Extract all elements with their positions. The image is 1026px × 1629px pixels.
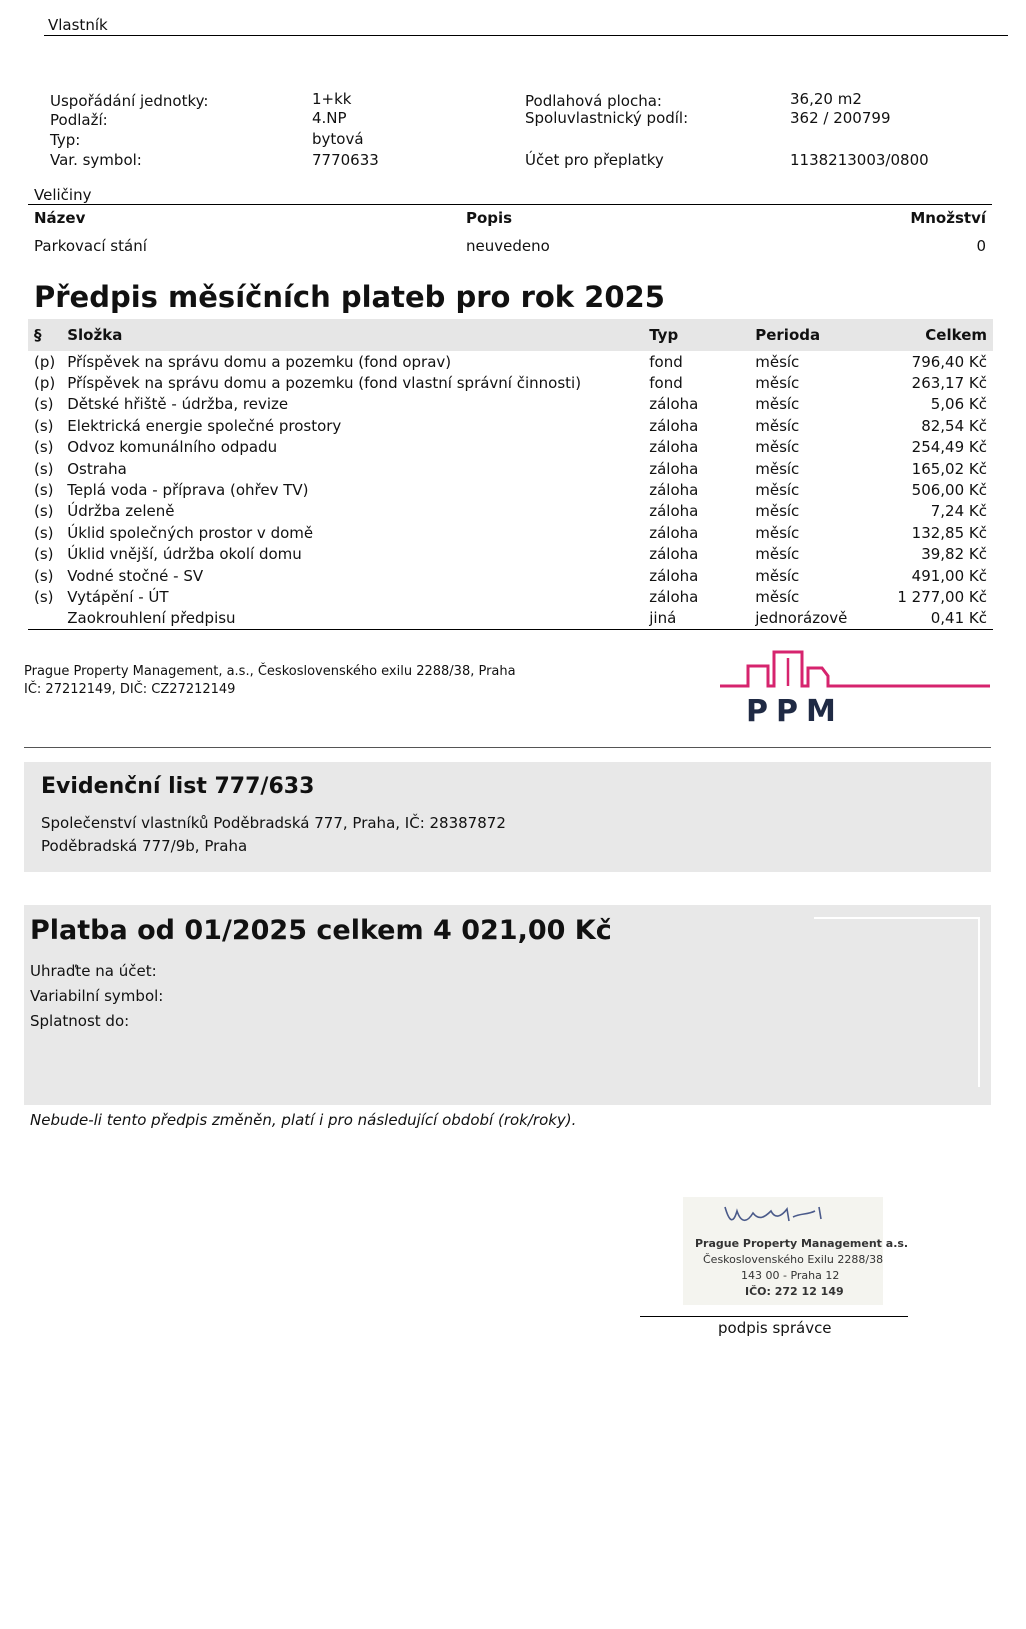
floor-label: Podlaží: [50,111,108,129]
payment-period: měsíc [755,523,800,542]
quantities-table [28,205,992,261]
payment-sec: (p) [34,352,56,371]
payment-item: Teplá voda - příprava (ohřev TV) [67,481,309,500]
table-row [28,231,992,261]
payment-type: záloha [649,459,699,478]
payment-type: fond [649,352,683,371]
payment-total: 39,82 Kč [921,545,987,564]
col-type-header: Typ [649,326,679,344]
payment-item: Elektrická energie společné prostory [67,416,342,435]
payment-item: Ostraha [67,459,127,478]
payment-sec: (s) [34,587,54,606]
payment-type: záloha [649,481,699,500]
payment-type: záloha [649,566,699,585]
qr-placeholder [814,917,980,1087]
payment-box [24,905,991,1105]
evidence-line1: Společenství vlastníků Poděbradská 777, Praha, IČ: 28387872 [41,814,506,832]
payment-period: měsíc [755,395,800,414]
varsym-value: 7770633 [312,151,379,169]
payment-item: Dětské hřiště - údržba, revize [67,395,289,414]
validity-note: Nebude-li tento předpis změněn, platí i pro následující období (rok/roky). [30,1111,577,1129]
payments-title: Předpis měsíčních plateb pro rok 2025 [34,280,665,314]
payment-item: Vytápění - ÚT [67,587,169,606]
col-qty-header: Množství [910,209,986,227]
payment-type: záloha [649,416,699,435]
signature-label: podpis správce [718,1319,832,1337]
overpay-label: Účet pro přeplatky [525,151,664,169]
payment-sec [28,608,61,630]
payment-period: měsíc [755,502,800,521]
quantities-header-row [28,205,992,231]
company-ids: IČ: 27212149, DIČ: CZ27212149 [24,682,236,697]
company-address: Prague Property Management, a.s., Československého exilu 2288/38, Praha [24,664,516,679]
payment-item: Odvoz komunálního odpadu [67,438,278,457]
payment-period: měsíc [755,374,800,393]
payment-sec: (s) [34,395,54,414]
payment-type: fond [649,374,683,393]
quantity-desc: neuvedeno [466,237,550,255]
payment-total: 796,40 Kč [911,352,987,371]
table-row [28,586,993,607]
signature-line [640,1316,908,1317]
payment-total: 82,54 Kč [921,416,987,435]
account-label: Uhraďte na účet: [30,962,157,980]
payment-total: 132,85 Kč [911,523,987,542]
payment-period: měsíc [755,438,800,457]
table-row [28,565,993,586]
payment-period: měsíc [755,545,800,564]
payment-period: jednorázově [749,608,883,630]
area-value: 36,20 m2 [790,90,862,108]
payment-period: měsíc [755,352,800,371]
payment-total: 165,02 Kč [911,459,987,478]
payment-total: 1 277,00 Kč [897,587,987,606]
payment-item: Údržba zeleně [67,502,175,521]
varsym-label: Var. symbol: [50,151,142,169]
payment-sec: (s) [34,523,54,542]
col-item-header: Složka [67,326,123,344]
payment-total: 5,06 Kč [930,395,987,414]
signature-scribble-icon [723,1203,833,1229]
table-row [28,608,993,630]
payment-item: Úklid společných prostor v domě [67,523,314,542]
payments-header-row [28,319,993,351]
table-row [28,501,993,522]
owner-divider [44,35,1008,36]
ppm-logo [720,648,990,730]
payment-type: záloha [649,545,699,564]
table-row [28,544,993,565]
payments-table [28,319,993,630]
ppm-logo-text: PPM [746,694,844,729]
col-period-header: Perioda [755,326,821,344]
payment-sec: (s) [34,459,54,478]
payment-type: záloha [649,438,699,457]
evidence-title: Evidenční list 777/633 [41,774,315,799]
payment-type: záloha [649,587,699,606]
stamp-line2: Československého Exilu 2288/38 [703,1253,884,1266]
company-stamp [683,1197,909,1305]
evidence-line2: Poděbradská 777/9b, Praha [41,837,248,855]
payment-period: měsíc [755,481,800,500]
table-row [28,372,993,393]
payment-period: měsíc [755,416,800,435]
stamp-line4: IČO: 272 12 149 [745,1285,844,1298]
payment-total: 7,24 Kč [930,502,987,521]
col-desc-header: Popis [466,209,513,227]
payment-item: Příspěvek na správu domu a pozemku (fond oprav) [67,352,452,371]
layout-value: 1+kk [312,90,352,108]
quantity-value: 0 [976,237,986,255]
payment-period: měsíc [755,566,800,585]
payment-item: Příspěvek na správu domu a pozemku (fond vlastní správní činnosti) [67,374,582,393]
payment-type: záloha [649,395,699,414]
payment-type: záloha [649,502,699,521]
payment-sec: (s) [34,545,54,564]
table-row [28,479,993,500]
due-label: Splatnost do: [30,1012,130,1030]
stamp-line1: Prague Property Management a.s. [695,1237,909,1250]
owner-label: Vlastník [48,16,108,34]
type-label: Typ: [50,131,81,149]
payment-title: Platba od 01/2025 celkem 4 021,00 Kč [30,915,612,946]
col-total-header: Celkem [925,326,987,344]
table-row [28,351,993,372]
payment-sec: (s) [34,502,54,521]
quantity-name: Parkovací stání [34,237,147,255]
payment-total: 254,49 Kč [911,438,987,457]
payment-type: jiná [643,608,749,630]
payment-period: měsíc [755,587,800,606]
share-value: 362 / 200799 [790,109,891,127]
company-info [24,663,516,699]
quantities-label: Veličiny [34,186,92,204]
payment-item: Úklid vnější, údržba okolí domu [67,545,302,564]
evidence-box [24,762,991,872]
payment-total: 491,00 Kč [911,566,987,585]
floor-value: 4.NP [312,109,347,127]
payment-period: měsíc [755,459,800,478]
payment-type: záloha [649,523,699,542]
payment-sec: (s) [34,566,54,585]
share-label: Spoluvlastnický podíl: [525,109,689,127]
table-row [28,437,993,458]
payment-total: 506,00 Kč [911,481,987,500]
table-row [28,522,993,543]
payment-sec: (s) [34,481,54,500]
overpay-value: 1138213003/0800 [790,151,929,169]
table-row [28,394,993,415]
stamp-line3: 143 00 - Praha 12 [741,1269,840,1282]
payment-total: 263,17 Kč [911,374,987,393]
payment-sec: (p) [34,374,56,393]
table-row [28,458,993,479]
col-sec-header: § [34,326,42,344]
varsym-pay-label: Variabilní symbol: [30,987,164,1005]
payment-total: 0,41 Kč [883,608,993,630]
type-value: bytová [312,130,364,148]
layout-label: Uspořádání jednotky: [50,92,209,110]
payment-item: Zaokrouhlení předpisu [61,608,643,630]
col-name-header: Název [34,209,86,227]
payment-item: Vodné stočné - SV [67,566,204,585]
area-label: Podlahová plocha: [525,92,662,110]
payments-body [28,351,993,630]
payment-sec: (s) [34,416,54,435]
footer-divider [24,747,991,748]
payment-sec: (s) [34,438,54,457]
table-row [28,415,993,436]
